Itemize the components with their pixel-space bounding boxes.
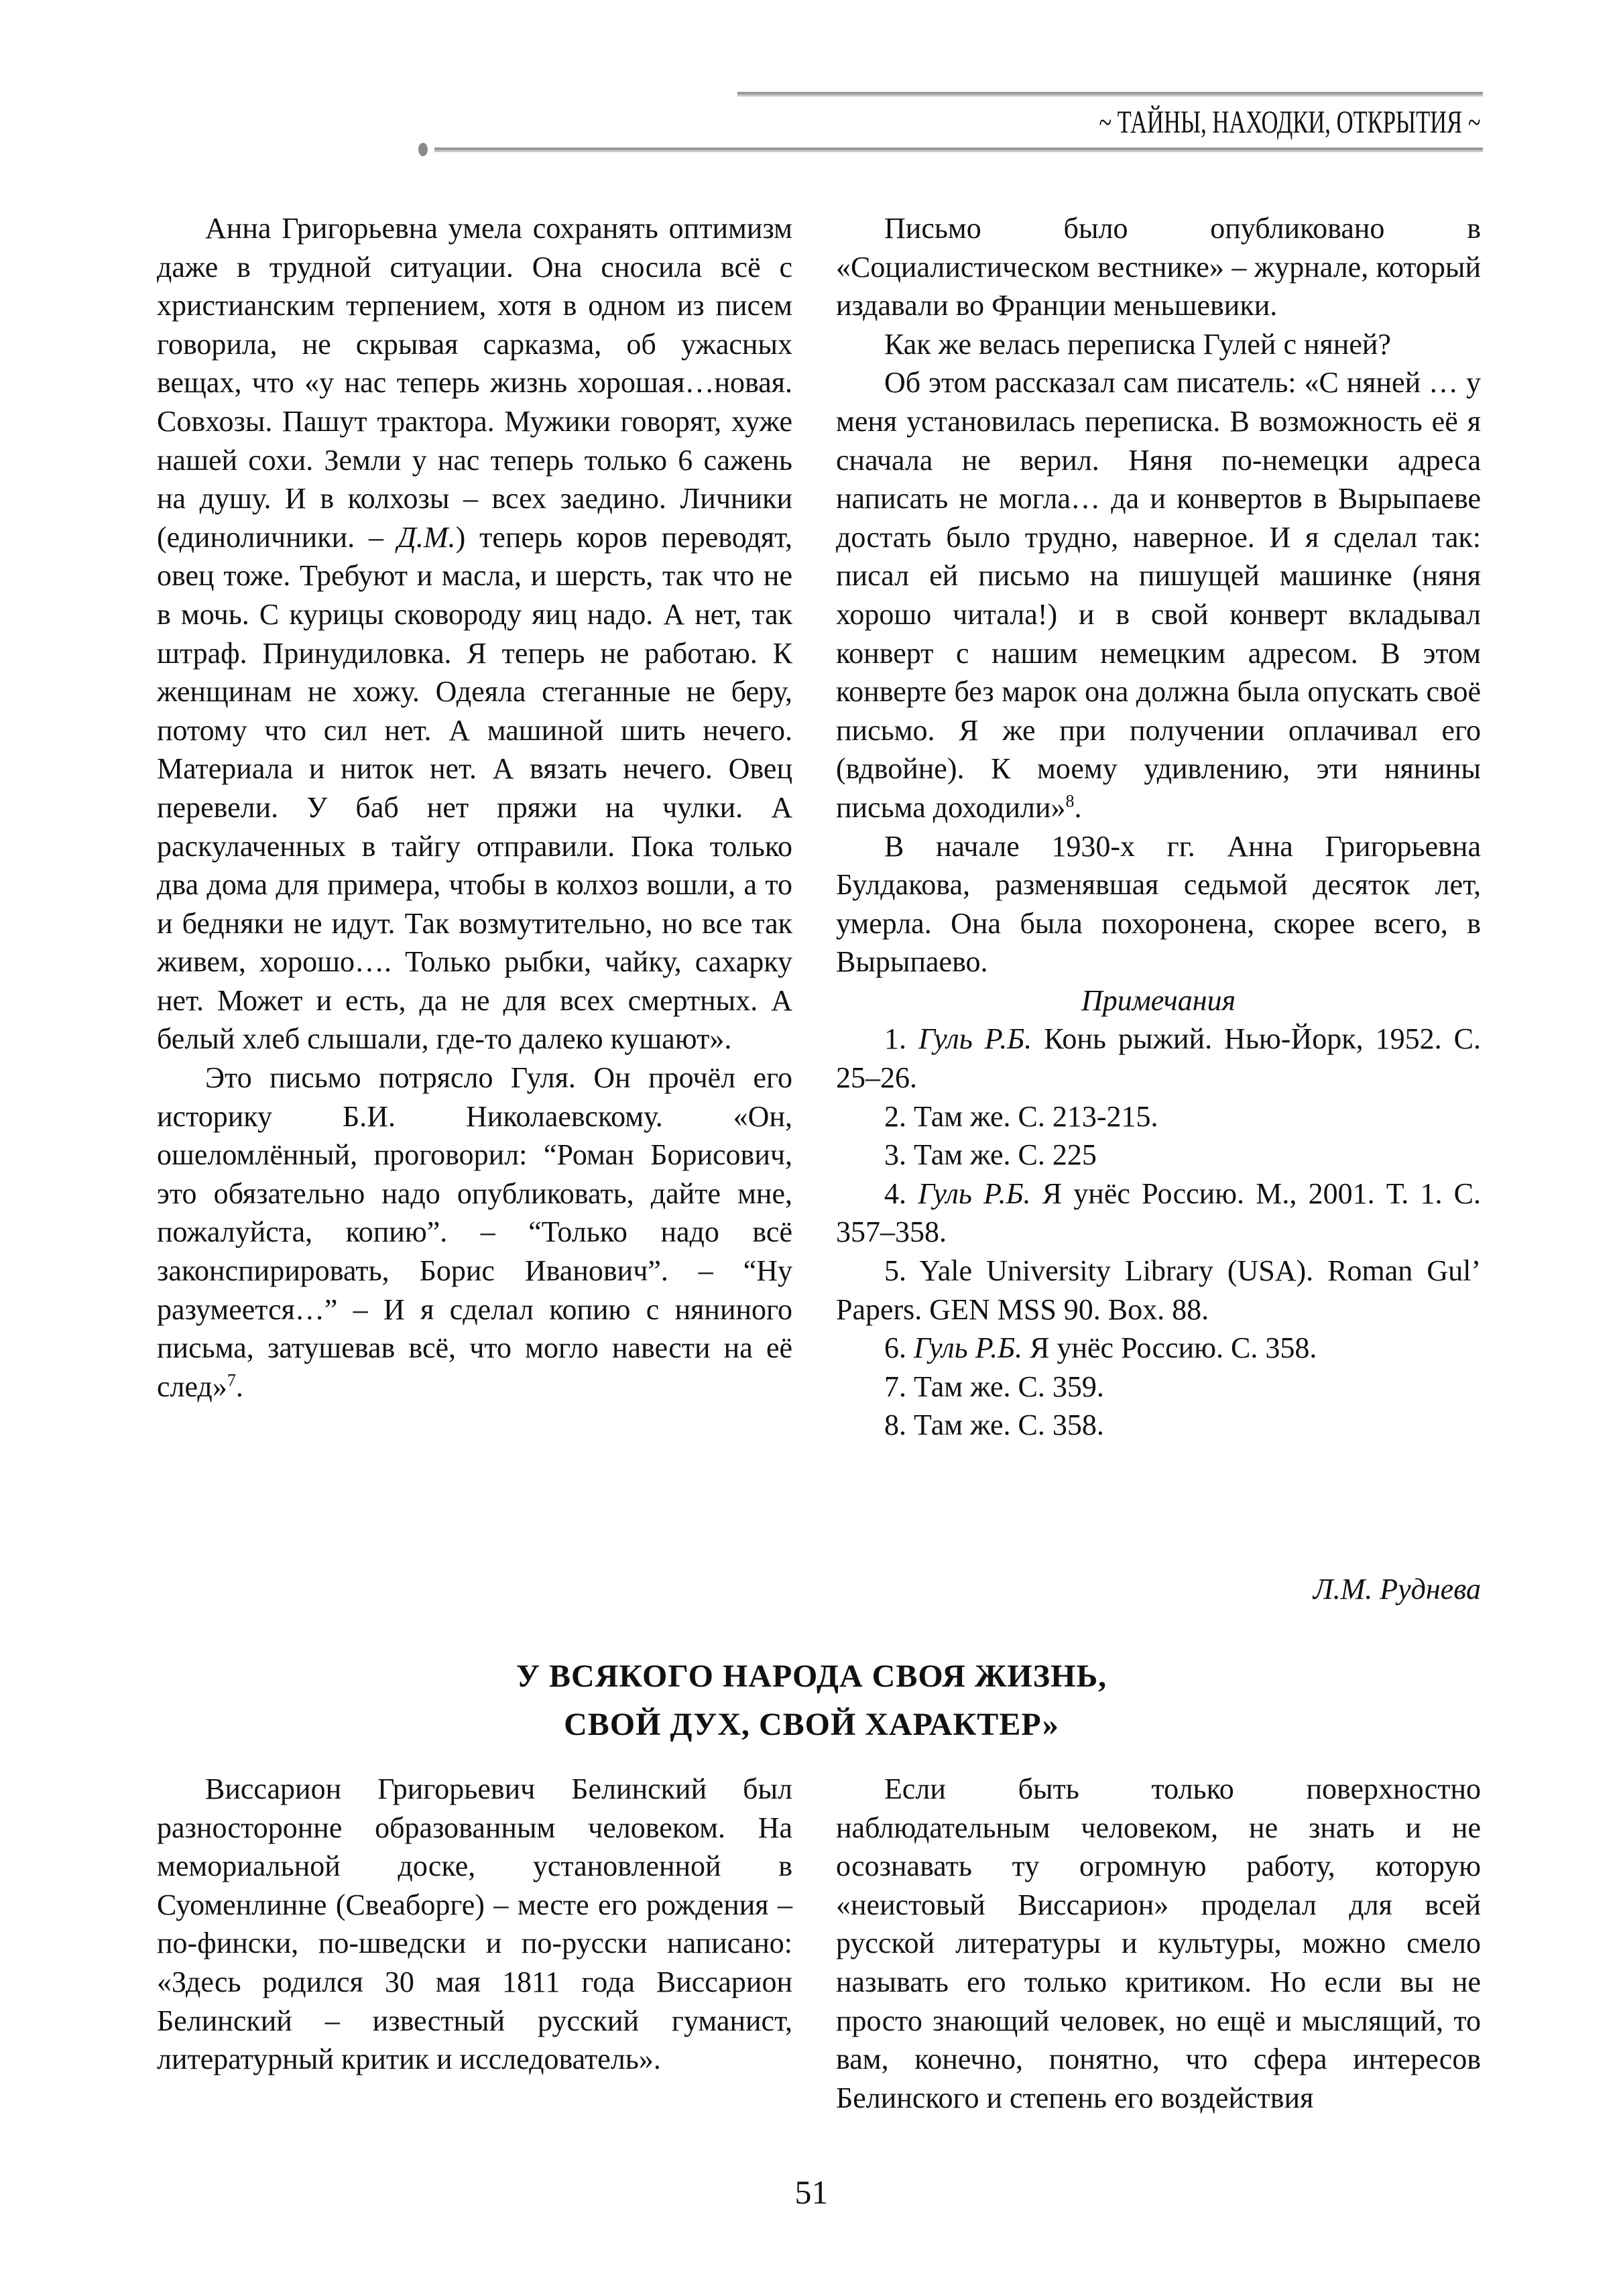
notes-title: Примечания [1081,983,1236,1017]
note-item: 5. Yale University Library (USA). Roman Gul’ Papers. GEN MSS 90. Box. 88. [836,1254,1481,1326]
paragraph [157,1059,792,1406]
note-item: 2. Там же. С. 213-215. [884,1099,1158,1133]
article-title-line: У ВСЯКОГО НАРОДА СВОЯ ЖИЗНЬ, [516,1658,1107,1694]
article2-right-column [836,1770,1481,2117]
header-rule-bottom [434,147,1483,152]
paragraph [157,209,792,1059]
note-item: 6. Гуль Р.Б. Я унёс Россию. С. 358. [884,1331,1317,1365]
page-number: 51 [794,2173,829,2211]
paragraph: В начале 1930-х гг. Анна Григорьевна Булдакова, разменявшая седьмой десяток лет, умерла. Она была похоронена, скорее всего, в Вырыпаево. [836,829,1481,979]
paragraph [836,363,1481,827]
paragraph-text: Это письмо потрясло Гуля. Он прочёл его историку Б.И. Николаевскому. «Он, ошеломлённый, проговорил: “Роман Борисович, это обязательно надо опубликовать, дайте мне, пожалуйста, копию”. – “Только надо всё законспирировать, Борис Иванович”. – “Ну разумеется…” – И я сделал копию с няниного письма, затушевав всё, что могло навести на её след» [157,1061,792,1403]
article1-left-column [157,209,792,1406]
paragraph-text: Анна Григорьевна умела сохранять оптимизм даже в трудной ситуации. Она сносила всё с христианским терпением, хотя в одном из писем говорила, не скрывая сарказма, об ужасных вещах, что «у нас теперь жизнь хорошая…новая. Совхозы. Пашут трактора. Мужики говорят, хуже нашей сохи. Земли у нас теперь только 6 сажень на душу. И в колхозы – всех заедино. Личники (единоличники. – [157,212,792,554]
footnote-ref[interactable]: 8 [1065,791,1075,811]
paragraph: Если быть только поверхностно наблюдательным человеком, не знать и не осознавать ту огромную работу, которую «неистовый Виссарион» проделал для всей русской литературы и культуры, можно смело называть его только критиком. Но если вы не просто знающий человек, но ещё и мыслящий, то вам, конечно, понятно, что сфера интересов Белинского и степень его воздействия [836,1772,1481,2114]
initials-italic: Д.М. [397,520,456,554]
note-item: 7. Там же. С. 359. [884,1370,1104,1403]
note-item: 1. Гуль Р.Б. Конь рыжий. Нью-Йорк, 1952. С. 25–26. [836,1022,1482,1095]
section-title: ~ ТАЙНЫ, НАХОДКИ, ОТКРЫТИЯ ~ [1099,105,1481,140]
header-rule-dot [418,143,428,156]
article-title [0,1652,1623,1749]
paragraph-text: Об этом рассказал сам писатель: «С няней … у меня установилась переписка. В возможность её я сначала не верил. Няня по-немецки адреса написать не могла… да и конвертов в Вырыпаеве достать было трудно, наверное. И я сделал так: писал ей письмо на пишущей машинке (няня хорошо читала!) и в свой конверт вкладывал конверт с нашим немецким адресом. В этом конверте без марок она должна была опускать своё письмо. Я же при получении оплачивал его (вдвойне). К моему удивлению, эти нянины письма доходили» [836,366,1481,824]
paragraph: Как же велась переписка Гулей с няней? [884,327,1391,361]
paragraph: Виссарион Григорьевич Белинский был разносторонне образованным человеком. На мемориальной доске, установленной в Суоменлинне (Свеаборге) – месте его рождения – по-фински, по-шведски и по-русски написано: «Здесь родился 30 мая 1811 года Виссарион Белинский – известный русский гуманист, литературный критик и исследователь». [157,1772,792,2076]
paragraph-text: ) теперь коров переводят, овец тоже. Требуют и масла, и шерсть, так что не в мочь. С курицы сковороду яиц надо. А нет, так штраф. Принудиловка. Я теперь не работаю. К женщинам не хожу. Одеяла стеганные не беру, потому что сил нет. А машиной шить нечего. Материала и ниток нет. А вязать нечего. Овец перевели. У баб нет пряжи на чулки. А раскулаченных в тайгу отправили. Пока только два дома для примера, чтобы в колхоз вошли, а то и бедняки не идут. Так возмутительно, но все так живем, хорошо…. Только рыбки, чайку, сахарку нет. Может и есть, да не для всех смертных. А белый хлеб слышали, где-то далеко кушают». [157,520,793,1056]
article-title-line: СВОЙ ДУХ, СВОЙ ХАРАКТЕР» [564,1707,1059,1742]
header-rule-top [737,92,1483,97]
article2-left-column [157,1770,792,2079]
note-item: 8. Там же. С. 358. [884,1408,1104,1442]
paragraph-text: . [1074,790,1082,824]
article-author: Л.М. Руднева [1313,1573,1481,1606]
footnote-ref[interactable]: 7 [227,1370,236,1390]
article1-right-column [836,209,1481,1445]
paragraph: Письмо было опубликовано в «Социалистическом вестнике» – журнале, который издавали во Франции меньшевики. [836,212,1481,322]
note-item: 3. Там же. С. 225 [884,1138,1097,1172]
note-item: 4. Гуль Р.Б. Я унёс Россию. М., 2001. Т. 1. С. 357–358. [836,1176,1481,1249]
notes-list [836,1020,1481,1445]
paragraph-text: . [235,1370,243,1403]
